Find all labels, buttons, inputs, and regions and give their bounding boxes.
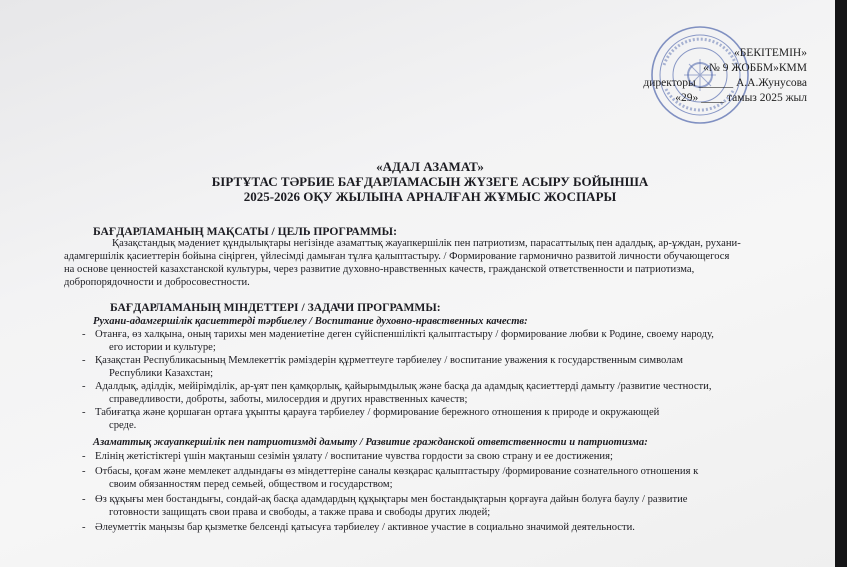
goal-line-2: адамгершілік қасиеттерін бойына сіңірген, үйлесімді дамыған тұлға қалыптастыру. / Формирование гармонично развитой личности обучающегося <box>64 251 730 262</box>
goal-line-3: на основе ценностей казахстанской культуры, через развитие духовно-нравственных качеств, гражданской ответственности и патриотизма, <box>64 264 695 275</box>
approval-line-3: директоры ______ А.А.Жунусова <box>643 77 807 89</box>
section-1-heading: Рухани-адамгершілік қасиеттерді тәрбиелеу / Воспитание духовно-нравственных качеств: <box>93 316 528 327</box>
title-line-3: 2025-2026 ОҚУ ЖЫЛЫНА АРНАЛҒАН ЖҰМЫС ЖОСПАРЫ <box>243 189 617 204</box>
approval-block <box>643 46 807 106</box>
title-line-1: «АДАЛ АЗАМАТ» <box>376 159 484 174</box>
approval-line-4: «29» ____ тамыз 2025 жыл <box>675 92 807 104</box>
goal-heading: БАҒДАРЛАМАНЫҢ МАҚСАТЫ / ЦЕЛЬ ПРОГРАММЫ: <box>93 225 397 238</box>
tasks-heading: БАҒДАРЛАМАНЫҢ МІНДЕТТЕРІ / ЗАДАЧИ ПРОГРАММЫ: <box>110 301 441 314</box>
goal-line-1: Қазақстандық мәдениет құндылықтары негізінде азаматтық жауапкершілік пен патриотизм, парасаттылық пен адалдық, ар-ұждан, рухани- <box>112 238 741 249</box>
approval-line-2: «№ 9 ЖОББМ»КММ <box>703 62 807 74</box>
document-title <box>150 159 710 204</box>
goal-line-4: добропорядочности и добросовестности. <box>64 277 250 288</box>
approval-line-1: «БЕКІТЕМІН» <box>733 47 807 59</box>
title-line-2: БІРТҰТАС ТӘРБИЕ БАҒДАРЛАМАСЫН ЖҮЗЕГЕ АСЫРУ БОЙЫНША <box>211 174 649 189</box>
section-2-heading: Азаматтық жауапкершілік пен патриотизмді дамыту / Развитие гражданской ответственности и патриотизма: <box>93 437 648 448</box>
photo-dark-edge <box>835 0 847 567</box>
